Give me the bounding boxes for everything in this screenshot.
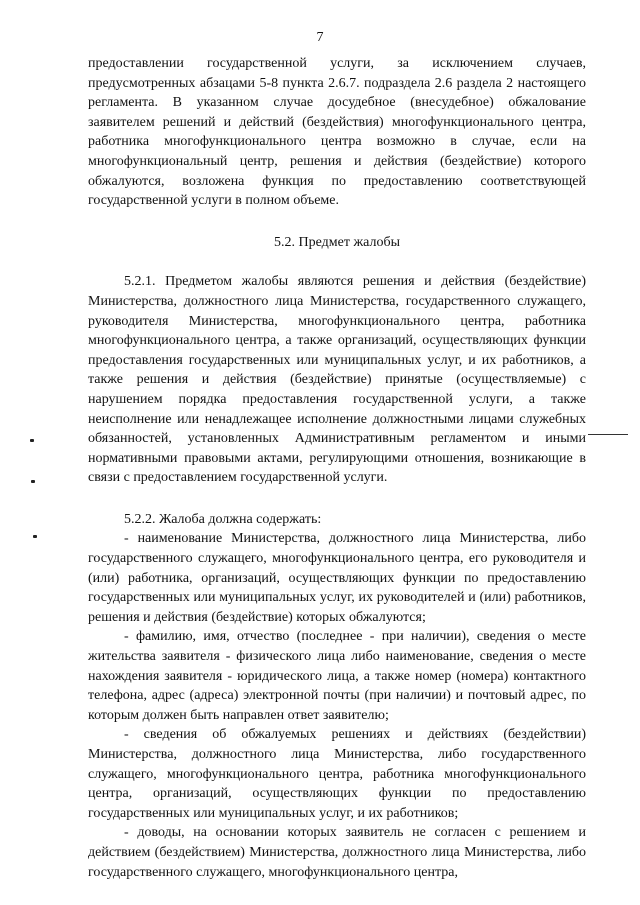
intro-paragraph: предоставлении государственной услуги, за исключением случаев, предусмотренных абзацами 5-8 пункта 2.6.7. подраздела 2.6 раздела 2 настоящего регламента. В указанном случае досудебное (внесудебное) обжалование заявителем решений и действий (бездействия) многофункционального центра, работника многофункционального центра возможно в случае, если на многофункциональный центр, решения и действия (бездействие) которого обжалуются, возложена функция по предоставлению соответствующей государственной услуги в полном объеме. (88, 56, 586, 209)
paragraph-5-2-2-title: 5.2.2. Жалоба должна содержать: (124, 511, 322, 527)
list-item: - фамилию, имя, отчество (последнее - при наличии), сведения о месте жительства заявителя - физического лица либо наименование, сведения о месте нахождения заявителя - юридического лица, а также номер (номера) контактного телефона, адрес (адреса) электронной почты (при наличии) и почтовый адрес, по которым должен быть направлен ответ заявителю; (88, 629, 586, 723)
section-heading: 5.2. Предмет жалобы (274, 234, 400, 250)
scan-mark (30, 439, 34, 442)
page-number: 7 (316, 30, 324, 45)
list-item: - сведения об обжалуемых решениях и действиях (бездействии) Министерства, должностного лица Министерства, либо государственного служащего, многофункционального центра, работника многофункционального центра, организаций, осуществляющих функции по предоставлению государственных или муниципальных услуг, и их работников; (88, 727, 586, 821)
stray-pen-line (588, 434, 628, 435)
list-item: - доводы, на основании которых заявитель не согласен с решением и действием (бездействием) Министерства, должностного лица Министерства, либо государственного служащего, многофункционального центра, (88, 825, 586, 880)
paragraph-5-2-1: 5.2.1. Предметом жалобы являются решения и действия (бездействие) Министерства, должностного лица Министерства, государственного служащего, руководителя Министерства, многофункционального центра, работника многофункционального центра, а также организаций, осуществляющих функции предоставления государственных или муниципальных услуг, и их работников, а также решения и действия (бездействие) принятые (осуществляемые) с нарушением порядка предоставления государственной услуги, а также неисполнение или ненадлежащее исполнение должностными лицами служебных обязанностей, установленных Административным регламентом и иными нормативными правовыми актами, регулирующими отношения, возникающие в связи с предоставлением государственной услуги. (88, 274, 586, 486)
list-item: - наименование Министерства, должностного лица Министерства, либо государственного служащего, многофункционального центра, его руководителя и (или) работника, организаций, осуществляющих функции по предоставлению государственных или муниципальных услуг, их руководителей и (или) работников, решения и действия (бездействие) которых обжалуются; (88, 531, 586, 625)
document-body (88, 54, 586, 882)
scan-mark (33, 535, 37, 538)
scan-mark (31, 480, 35, 483)
